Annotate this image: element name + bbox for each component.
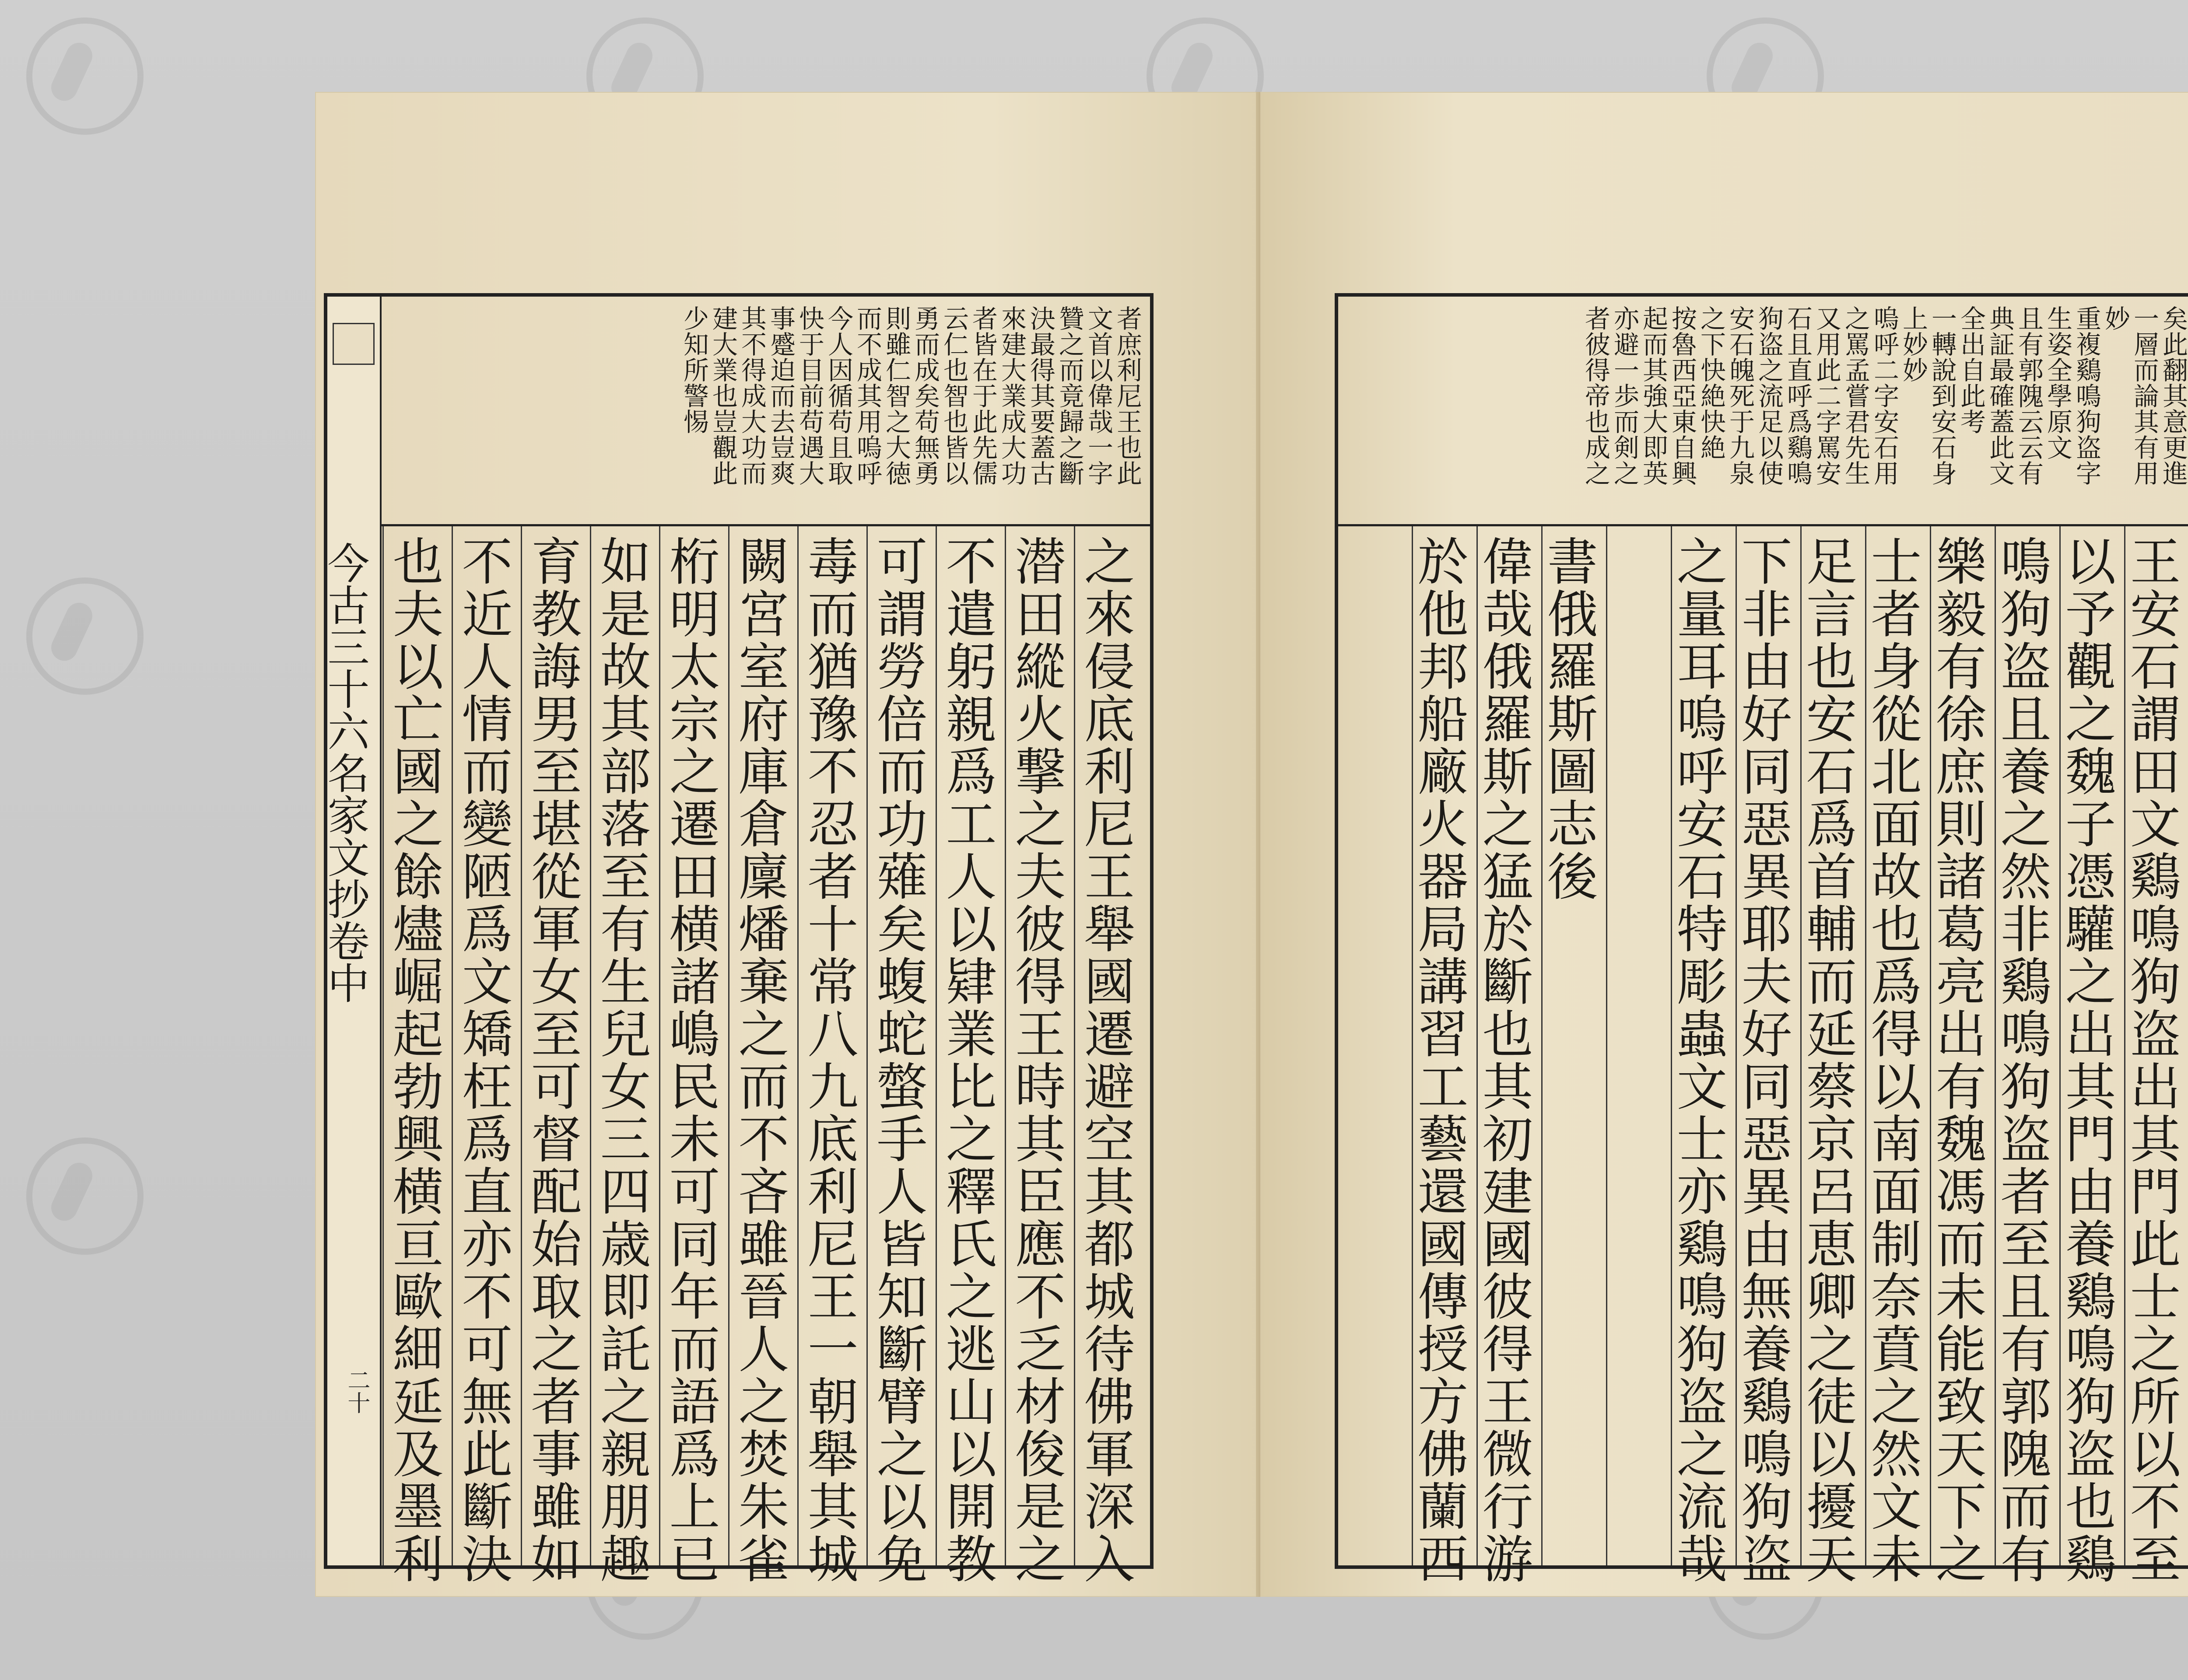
- page-number: 二十: [344, 1368, 370, 1414]
- open-book: [315, 92, 2188, 1597]
- headnote-line: 贊之而竟歸之斷: [1055, 305, 1084, 486]
- text-column: 之量耳嗚呼安石特彫蟲文士亦鷄鳴狗盗之流哉: [1668, 535, 1727, 1585]
- text-column: 不遣躬親爲工人以肄業比之釋氏之逃山以開教: [937, 535, 996, 1585]
- headnote-line: 妙: [2100, 305, 2130, 331]
- headnote-line: 全出自此考: [1956, 305, 1986, 434]
- headnote-line: 而不成其用嗚呼: [852, 305, 882, 486]
- headnote-line: 云仁也智也皆以: [939, 305, 969, 486]
- headnote-line: 狗盗之流足以使: [1754, 305, 1784, 486]
- book-title: 今古三十六名家文抄卷中: [321, 542, 370, 1004]
- headnote-line: 事蹙迫而去豈爽: [766, 305, 796, 486]
- headnote-line: 生姿全學原文: [2043, 305, 2072, 460]
- headnote-line: 石且直呼爲鷄鳴: [1783, 305, 1813, 486]
- text-column: 育教誨男至堪從軍女至可督配始取之者事雖如: [522, 535, 582, 1585]
- text-column: 不近人情而變陋爲文矯枉爲直亦不可無此斷決: [453, 535, 512, 1585]
- headnote-line: 來建大業成大功: [997, 305, 1027, 486]
- headnote-line: 者庶利尼王也此: [1112, 305, 1142, 486]
- headnote-line: 一層而論其有用: [2129, 305, 2159, 486]
- headnote-line: 按魯西亞東自興: [1667, 305, 1697, 486]
- text-column: 足言也安石爲首輔而延蔡京呂恵卿之徒以擾天: [1798, 535, 1857, 1585]
- headnote-line: 勇而成矣苟無勇: [910, 305, 940, 486]
- text-column: 下非由好同惡異耶夫好同惡異由無養鷄鳴狗盗: [1733, 535, 1792, 1585]
- watermark-logo: [26, 578, 144, 695]
- watermark-logo: [26, 18, 144, 135]
- headnote-line: 者皆在于此先儒: [968, 305, 998, 486]
- headnote-line: 一轉說到安石身: [1927, 305, 1957, 486]
- headnote-line: 今人因循苟且取: [824, 305, 853, 486]
- text-column: 也夫以亡國之餘燼崛起勃興横亘歐細延及墨利: [384, 535, 443, 1585]
- text-column: 王安石謂田文鷄鳴狗盗出其門此士之所以不至: [2121, 535, 2181, 1585]
- text-column: 於他邦船廠火器局講習工藝還國傳授方佛蘭西: [1409, 535, 1468, 1585]
- text-column: 以予觀之魏子憑驩之出其門由養鷄鳴狗盗也鷄: [2057, 535, 2116, 1585]
- headnote-line: 嗚呼二字安石用: [1869, 305, 1899, 486]
- headnote-line: 其不得成大功而: [737, 305, 767, 486]
- headnote-line: 建大業也豈觀此: [708, 305, 738, 486]
- headnote-line: 安石魄死于九泉: [1725, 305, 1755, 486]
- headnote-line: 重複鷄鳴狗盗字: [2072, 305, 2101, 486]
- text-column: 士者身從北面故也爲得以南面制奈賁之然文未: [1862, 535, 1922, 1585]
- text-column: 樂毅有徐庶則諸葛亮出有魏馮而未能致天下之: [1927, 535, 1986, 1585]
- headnote-line: 且有郭隗云云有: [2014, 305, 2044, 486]
- headnote-line: 典証最確蓋此文: [1985, 305, 2015, 486]
- right-page: [1260, 92, 2188, 1597]
- watermark-logo: [26, 1138, 144, 1255]
- text-column: 偉哉俄羅斯之猛於斷也其初建國彼得王微行游: [1474, 535, 1533, 1585]
- headnote-line: 之下快絶快絶: [1696, 305, 1726, 460]
- text-column: 桁明太宗之遷田横諸嶋民未可同年而語爲上已: [661, 535, 720, 1585]
- headnote-line: 則雖仁智之大徳: [881, 305, 911, 486]
- headnote-line: 之罵孟嘗君先生: [1841, 305, 1870, 486]
- text-column: 闕宮室府庫倉廩燔棄之而不吝雖晉人之焚朱雀: [730, 535, 789, 1585]
- headnote-line: 文首以偉哉一字: [1083, 305, 1113, 486]
- text-column: 潜田縱火撃之夫彼得王時其臣應不乏材俊是之: [1006, 535, 1066, 1585]
- text-column: 書俄羅斯圖志後: [1539, 535, 1598, 903]
- text-column: 毒而猶豫不忍者十常八九底利尼王一朝舉其城: [799, 535, 858, 1585]
- header-divider: [327, 524, 1150, 526]
- column-rule: [1606, 526, 1607, 1565]
- headnote-line: 又用此二字罵安: [1812, 305, 1841, 486]
- text-column: 之來侵底利尼王舉國遷避空其都城待佛軍深入: [1076, 535, 1135, 1585]
- text-column: [1608, 535, 1670, 1550]
- right-text-frame: [1335, 293, 2188, 1585]
- text-column: 可謂勞倍而功薙矣蝮蛇螫手人皆知斷臂之以免: [868, 535, 927, 1585]
- text-column: 如是故其部落至有生兒女三四歳即託之親朋趣: [592, 535, 651, 1585]
- headnote-line: 少知所警惕: [679, 305, 709, 434]
- text-column: 鳴狗盗且養之然非鷄鳴狗盗者至且有郭隗而有: [1992, 535, 2051, 1585]
- headnote-line: 亦避一歩而剣之: [1609, 305, 1639, 486]
- headnote-line: 起而其強大即英: [1638, 305, 1668, 486]
- hanshin-strip: [321, 297, 382, 1565]
- headnote-line: 快于目前苟遇大: [795, 305, 824, 486]
- headnote-line: 決最得其要蓋古: [1026, 305, 1055, 486]
- fish-tail-mark: [333, 323, 375, 365]
- headnote-line: 矣此翻其意更進: [2158, 305, 2188, 486]
- headnote-line: 上妙妙: [1898, 305, 1928, 383]
- headnote-line: 者彼得帝也成之: [1581, 305, 1610, 486]
- left-page: [315, 92, 1278, 1597]
- left-text-frame: [321, 293, 1154, 1585]
